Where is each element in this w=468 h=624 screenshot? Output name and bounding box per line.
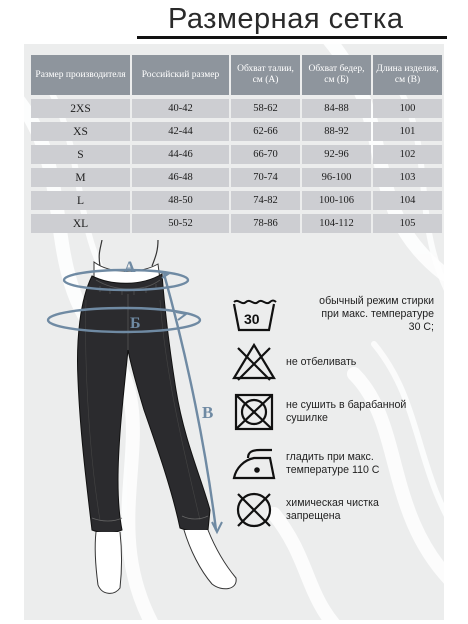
no-tumble-dry-icon [230,392,278,432]
table-cell-waist: 58-62 [231,99,300,118]
header-manufacturer-size: Размер производителя [31,55,130,95]
table-cell-ru: 46-48 [132,168,229,187]
table-cell-ru: 44-46 [132,145,229,164]
table-cell-ru: 40-42 [132,99,229,118]
table-cell-ru: 42-44 [132,122,229,141]
header-length: Длина изделия, см (В) [373,55,442,95]
table-cell-ru: 50-52 [132,214,229,233]
page-title: Размерная сетка [168,3,404,35]
table-cell-hips: 88-92 [302,122,371,141]
care-item-wash [230,294,445,334]
care-item-bleach [230,342,445,382]
no-dry-clean-icon [230,490,278,530]
table-cell-ru: 48-50 [132,191,229,210]
table-cell-size: S [31,145,130,164]
care-item-dryclean [230,490,445,530]
table-cell-size: XS [31,122,130,141]
table-cell-hips: 104-112 [302,214,371,233]
care-text-dry: не сушить в барабанной сушилке [286,399,407,424]
iron-110-icon [230,444,278,484]
care-text-bleach: не отбеливать [286,355,357,368]
table-cell-waist: 62-66 [231,122,300,141]
table-cell-waist: 70-74 [231,168,300,187]
care-text-iron: гладить при макс. температуре 110 С [286,451,380,476]
label-v: В [202,403,214,422]
care-text-wash: обычный режим стирки при макс. температуре 30 С; [319,294,434,333]
wash-temp-label: 30 [244,311,260,327]
table-cell-length: 104 [373,191,442,210]
table-cell-hips: 96-100 [302,168,371,187]
table-cell-size: L [31,191,130,210]
table-cell-waist: 74-82 [231,191,300,210]
pants-illustration [40,240,240,610]
header-waist: Обхват талии, см (А) [231,55,300,95]
label-a: А [124,259,136,276]
table-cell-waist: 66-70 [231,145,300,164]
table-cell-size: XL [31,214,130,233]
table-cell-length: 101 [373,122,442,141]
header-hips: Обхват бедер, см (Б) [302,55,371,95]
table-cell-size: 2XS [31,99,130,118]
table-cell-size: M [31,168,130,187]
wash-30-icon [230,294,278,334]
care-item-dry [230,392,445,432]
care-item-iron [230,444,445,484]
size-table [31,55,442,233]
table-cell-hips: 84-88 [302,99,371,118]
title-underline [137,36,447,39]
table-cell-length: 105 [373,214,442,233]
table-cell-length: 103 [373,168,442,187]
header-russian-size: Российский размер [132,55,229,95]
care-text-dryclean: химическая чистка запрещена [286,497,379,522]
table-cell-length: 102 [373,145,442,164]
table-cell-hips: 92-96 [302,145,371,164]
no-bleach-icon [230,342,278,382]
label-b: Б [130,315,141,332]
table-cell-waist: 78-86 [231,214,300,233]
table-cell-length: 100 [373,99,442,118]
table-cell-hips: 100-106 [302,191,371,210]
